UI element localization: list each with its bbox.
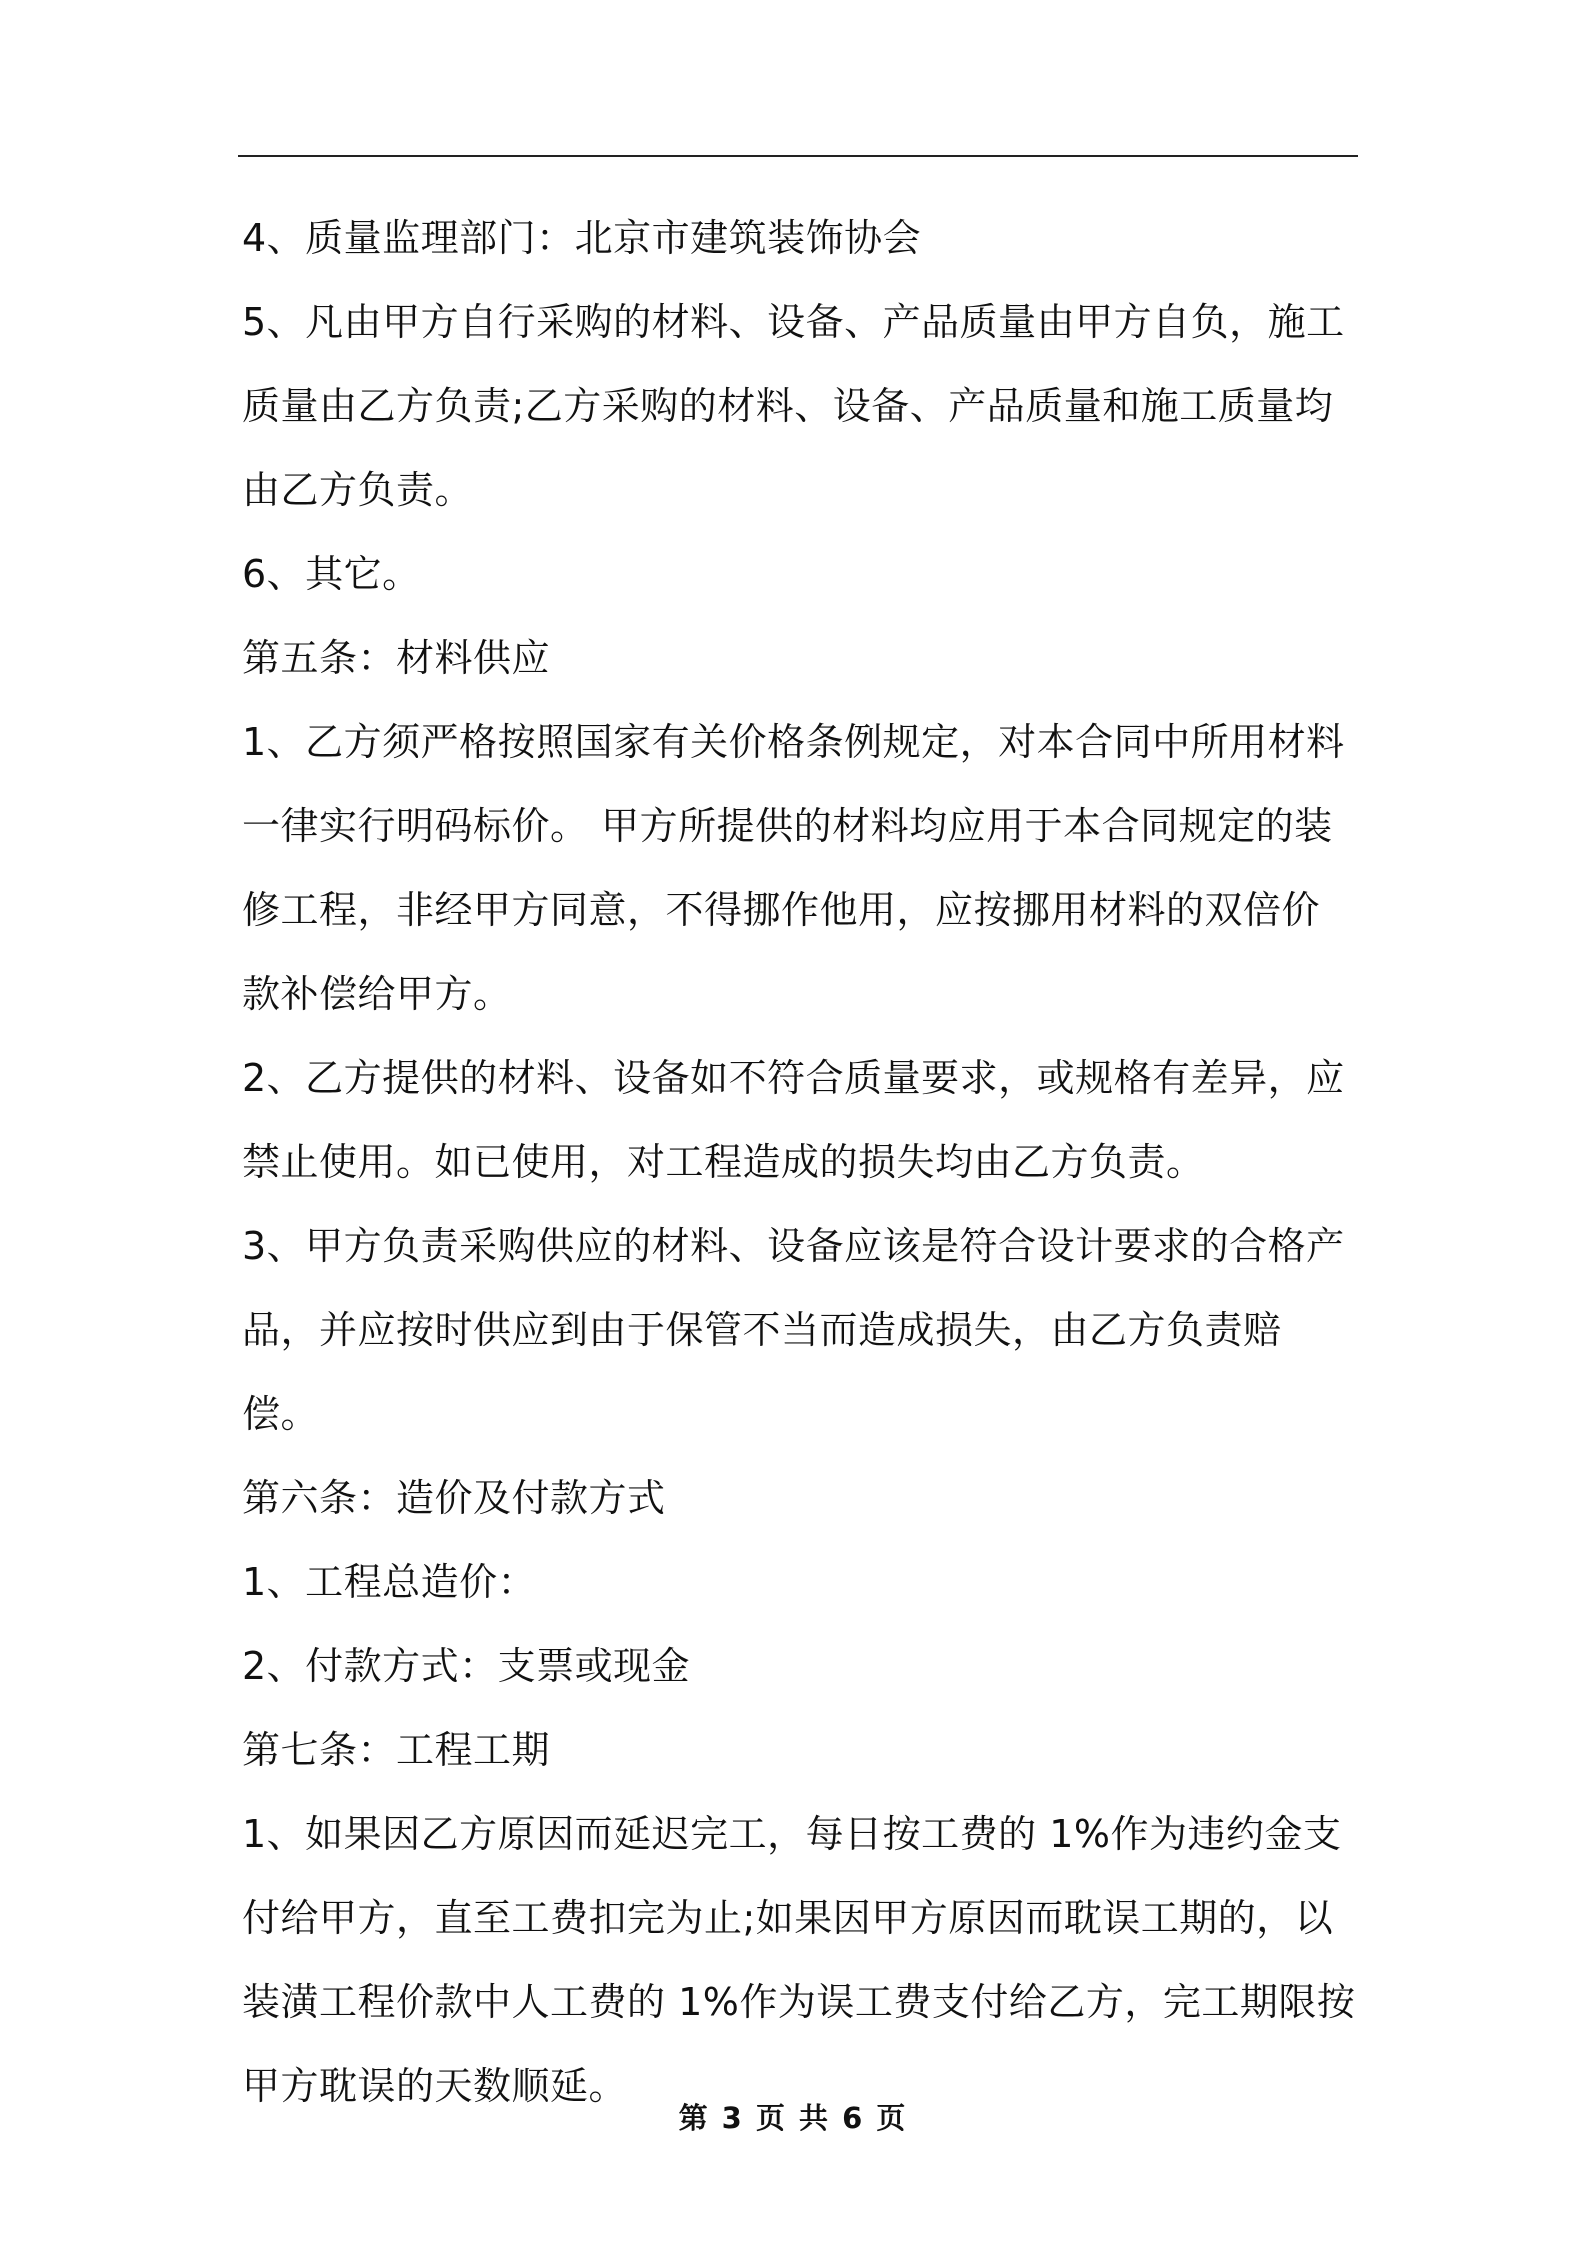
article-5-heading: 第五条：材料供应 <box>242 636 551 680</box>
article-7-item-1: 1、如果因乙方原因而延迟完工，每日按工费的 1%作为违约金支付给甲方，直至工费扣完为止;如果因甲方原因而耽误工期的，以装潢工程价款中人工费的 1%作为误工费支付给乙方，完工期限按甲方耽误的天数顺延。 <box>242 1812 1356 2108</box>
clause-5-quality-responsibility: 5、凡由甲方自行采购的材料、设备、产品质量由甲方自负，施工质量由乙方负责;乙方采购的材料、设备、产品质量和施工质量均由乙方负责。 <box>242 300 1345 512</box>
article-5-item-3: 3、甲方负责采购供应的材料、设备应该是符合设计要求的合格产品，并应按时供应到由于保管不当而造成损失，由乙方负责赔偿。 <box>242 1224 1345 1436</box>
article-5-item-2: 2、乙方提供的材料、设备如不符合质量要求，或规格有差异，应禁止使用。如已使用，对工程造成的损失均由乙方负责。 <box>242 1056 1345 1184</box>
article-6-heading: 第六条：造价及付款方式 <box>242 1476 666 1520</box>
article-5-item-1: 1、乙方须严格按照国家有关价格条例规定，对本合同中所用材料一律实行明码标价。 甲方所提供的材料均应用于本合同规定的装修工程，非经甲方同意，不得挪作他用，应按挪用材料的双倍价款补偿给甲方。 <box>242 720 1345 1016</box>
header-divider <box>238 155 1358 157</box>
clause-6-other: 6、其它。 <box>242 552 421 596</box>
article-6-item-2: 2、付款方式：支票或现金 <box>242 1644 691 1688</box>
clause-4-quality-supervision: 4、质量监理部门：北京市建筑装饰协会 <box>242 216 922 260</box>
document-body <box>242 196 1358 2128</box>
article-7-heading: 第七条：工程工期 <box>242 1728 551 1772</box>
article-6-item-1: 1、工程总造价： <box>242 1560 537 1604</box>
page-number-footer: 第 3 页 共 6 页 <box>678 2101 908 2135</box>
